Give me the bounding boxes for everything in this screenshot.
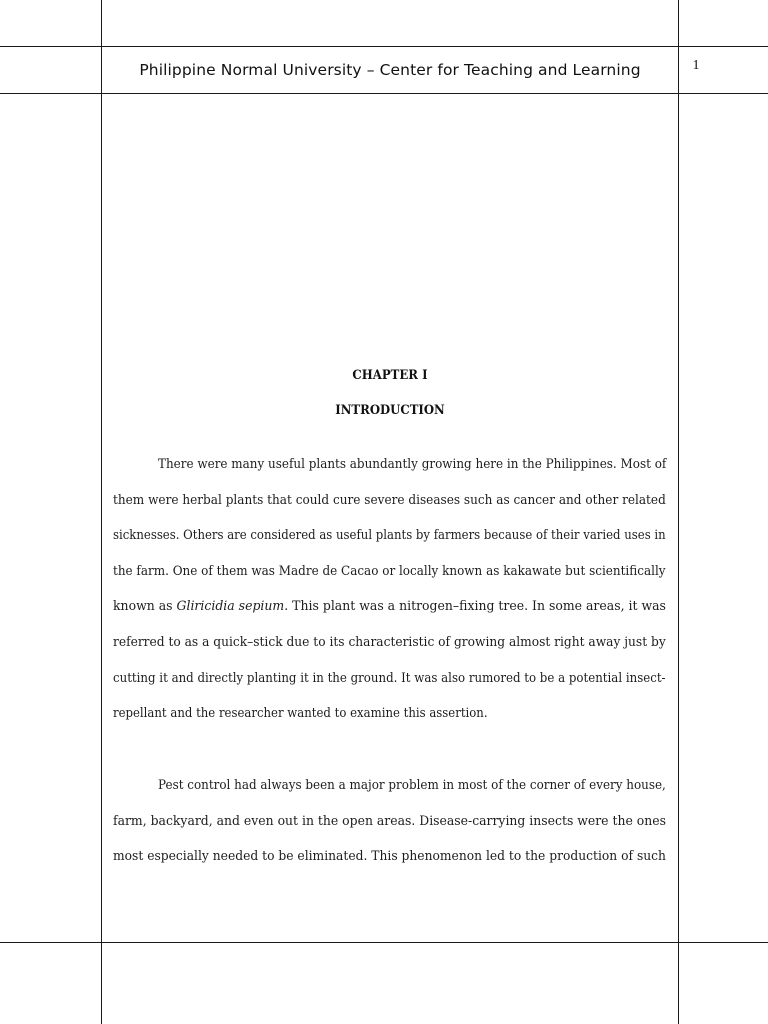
paragraph-1 (113, 455, 666, 740)
text-line: the farm. One of them was Madre de Cacao or locally known as kakawate but scientifically (113, 563, 666, 579)
scientific-name: Gliricidia sepium (176, 599, 285, 615)
text-line: farm, backyard, and even out in the open areas. Disease-carrying insects were the ones (113, 813, 666, 829)
text-line: most especially needed to be eliminated. This phenomenon led to the production of such (113, 849, 666, 865)
left-margin-rule (101, 0, 102, 1024)
text-line: referred to as a quick–stick due to its characteristic of growing almost right away just by (113, 634, 666, 650)
header-bottom-rule (0, 93, 768, 94)
section-heading: INTRODUCTION (335, 403, 445, 418)
text-line: There were many useful plants abundantly growing here in the Philippines. Most of (158, 457, 667, 472)
footer-rule (0, 942, 768, 943)
chapter-heading: CHAPTER I (352, 368, 428, 383)
text-line: repellant and the researcher wanted to examine this assertion. (113, 706, 488, 722)
text-line: Pest control had always been a major problem in most of the corner of every house, (158, 778, 666, 793)
text-line: them were herbal plants that could cure severe diseases such as cancer and other related (113, 492, 666, 508)
text-line: cutting it and directly planting it in the ground. It was also rumored to be a potential insect- (113, 670, 666, 686)
right-margin-rule (678, 0, 679, 1024)
text-line: known as Gliricidia sepium. This plant was a nitrogen–fixing tree. In some areas, it was (113, 599, 666, 615)
running-header-title: Philippine Normal University – Center for Teaching and Learning (139, 61, 641, 79)
text-line: sicknesses. Others are considered as useful plants by farmers because of their varied uses in (113, 528, 666, 544)
page-number: 1 (692, 58, 700, 73)
paragraph-2 (113, 776, 666, 883)
